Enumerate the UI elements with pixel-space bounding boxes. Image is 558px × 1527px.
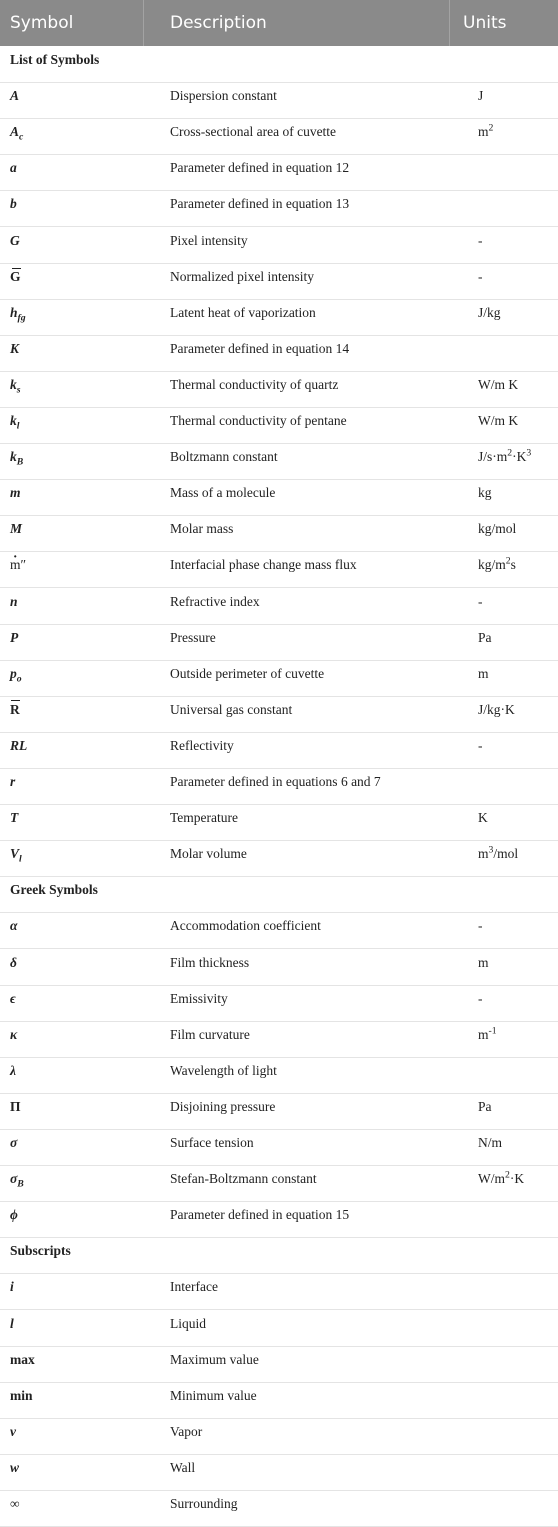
units-tail: s — [510, 557, 516, 573]
symbol-cell — [10, 485, 21, 501]
description-cell: Universal gas constant — [170, 701, 293, 717]
units-text: Pa — [478, 1098, 492, 1114]
symbol-text: m — [10, 485, 21, 501]
symbol-cell — [10, 1099, 21, 1115]
description-cell: Parameter defined in equations 6 and 7 — [170, 774, 381, 789]
units-cell — [478, 702, 515, 718]
table-row — [0, 660, 558, 697]
description-cell: Parameter defined in equation 14 — [170, 340, 350, 356]
symbol-cell — [10, 449, 24, 468]
symbol-subscript: c — [19, 131, 24, 143]
units-cell — [478, 594, 483, 610]
symbol-subscript: B — [16, 456, 24, 468]
table-row — [0, 985, 558, 1022]
symbol-text: M — [10, 521, 23, 537]
symbol-cell — [10, 1352, 35, 1368]
units-text: - — [478, 593, 483, 609]
table-row — [0, 804, 558, 841]
units-text: m — [478, 846, 489, 862]
section-heading-row — [0, 876, 558, 913]
symbol-text: r — [10, 774, 16, 789]
description-cell: Reflectivity — [170, 737, 234, 753]
units-text: m — [478, 665, 489, 681]
units-text: W/m K — [478, 413, 519, 428]
units-text: m — [478, 954, 489, 970]
description-cell: Interface — [170, 1279, 218, 1295]
symbol-text: l — [10, 1315, 14, 1331]
symbol-cell — [10, 702, 20, 718]
description-cell: Surrounding — [170, 1496, 238, 1511]
header-description: Description — [170, 13, 267, 33]
symbol-subscript: l — [19, 853, 22, 865]
description-cell: Accommodation coefficient — [170, 918, 321, 934]
symbol-cell — [10, 1496, 20, 1512]
symbol-text: v — [10, 1423, 16, 1439]
symbol-text: h — [10, 304, 18, 320]
symbol-text: · m″ — [10, 557, 26, 572]
units-cell — [478, 955, 489, 971]
table-row — [0, 1057, 558, 1094]
description-cell: Liquid — [170, 1315, 206, 1331]
symbol-cell — [10, 955, 17, 971]
units-superscript: 2 — [488, 122, 494, 134]
units-text: kg/mol — [478, 521, 517, 537]
symbol-text: σ — [10, 1171, 18, 1187]
symbols-table-body — [0, 46, 558, 1520]
symbol-text: R — [10, 701, 20, 717]
symbol-cell — [10, 1424, 16, 1440]
table-row — [0, 588, 558, 625]
table-row — [0, 1093, 558, 1130]
units-text: J/kg — [478, 304, 501, 320]
symbol-cell — [10, 665, 22, 685]
description-cell: Boltzmann constant — [170, 449, 278, 465]
symbol-cell — [10, 1063, 16, 1079]
description-cell: Molar mass — [170, 521, 234, 537]
units-text: - — [478, 737, 483, 753]
symbol-text: δ — [10, 954, 17, 970]
symbol-text: k — [10, 376, 17, 392]
section-title: List of Symbols — [10, 52, 100, 67]
table-row — [0, 227, 558, 264]
table-row — [0, 1021, 558, 1058]
units-text: W/m — [478, 1171, 505, 1187]
symbol-cell — [10, 160, 17, 176]
symbol-text: a — [10, 160, 17, 176]
description-cell: Latent heat of vaporization — [170, 304, 316, 320]
symbol-text: λ — [10, 1062, 16, 1078]
symbol-text: k — [10, 449, 17, 465]
units-text: - — [478, 232, 483, 248]
section-heading-row — [0, 46, 558, 83]
symbol-cell — [10, 557, 26, 573]
symbol-cell — [10, 594, 18, 610]
symbol-cell — [10, 1460, 19, 1476]
symbol-text: T — [10, 810, 19, 826]
symbol-text: α — [10, 918, 18, 934]
units-text: m — [478, 124, 489, 140]
table-row — [0, 840, 558, 877]
table-row — [0, 1273, 558, 1310]
units-cell — [478, 233, 483, 249]
description-cell: Outside perimeter of cuvette — [170, 665, 325, 681]
description-cell: Wavelength of light — [170, 1062, 277, 1078]
section-title: Greek Symbols — [10, 882, 98, 898]
units-superscript: -1 — [488, 1025, 497, 1037]
symbol-text: ϵ — [10, 990, 16, 1006]
units-tail: ·K — [512, 449, 527, 465]
symbol-subscript: fg — [17, 312, 26, 324]
description-cell: Film thickness — [170, 954, 250, 970]
table-row — [0, 732, 558, 769]
units-cell — [478, 630, 492, 646]
units-cell — [478, 991, 483, 1007]
units-cell — [478, 269, 483, 285]
units-cell — [478, 305, 501, 321]
symbol-cell — [10, 1171, 24, 1190]
description-cell: Temperature — [170, 810, 239, 826]
symbol-cell — [10, 413, 20, 432]
units-cell — [478, 1099, 492, 1115]
header-symbol: Symbol — [10, 13, 74, 33]
symbol-text: K — [10, 340, 20, 356]
header-divider — [449, 0, 450, 46]
symbol-cell — [10, 233, 20, 249]
units-tail: /mol — [493, 846, 519, 862]
description-cell: Film curvature — [170, 1026, 250, 1042]
units-text: m — [478, 1026, 489, 1042]
units-superscript: 2 — [505, 555, 511, 567]
units-text: - — [478, 268, 483, 284]
symbol-text: max — [10, 1351, 35, 1367]
table-row — [0, 551, 558, 588]
description-cell: Parameter defined in equation 12 — [170, 160, 350, 176]
table-row — [0, 443, 558, 480]
units-text: kg — [478, 485, 492, 501]
description-cell: Normalized pixel intensity — [170, 268, 314, 284]
description-cell: Vapor — [170, 1423, 203, 1439]
symbol-text: min — [10, 1387, 33, 1403]
units-superscript: 3 — [526, 447, 532, 459]
symbol-text: w — [10, 1459, 20, 1475]
description-cell: Interfacial phase change mass flux — [170, 557, 357, 573]
table-row — [0, 335, 558, 372]
units-cell — [478, 557, 516, 573]
units-text: - — [478, 918, 483, 934]
description-cell: Cross-sectional area of cuvette — [170, 124, 337, 140]
description-cell: Stefan-Boltzmann constant — [170, 1171, 317, 1187]
units-cell — [478, 918, 483, 934]
header-units: Units — [463, 13, 507, 33]
units-cell — [478, 810, 488, 826]
symbol-cell — [10, 304, 26, 324]
units-cell — [478, 413, 518, 429]
description-cell: Thermal conductivity of quartz — [170, 376, 339, 392]
units-superscript: 2 — [507, 447, 513, 459]
description-cell: Mass of a molecule — [170, 485, 276, 501]
symbol-text: V — [10, 846, 20, 862]
table-row — [0, 1165, 558, 1202]
symbol-text: RL — [10, 737, 28, 753]
table-row — [0, 1418, 558, 1455]
description-cell: Parameter defined in equation 15 — [170, 1207, 350, 1223]
table-row — [0, 371, 558, 408]
description-cell: Maximum value — [170, 1351, 259, 1367]
symbol-cell — [10, 88, 19, 104]
description-cell: Pressure — [170, 629, 216, 645]
symbol-text: σ — [10, 1135, 18, 1150]
units-text: - — [478, 990, 483, 1006]
symbol-cell — [10, 630, 18, 646]
units-cell — [478, 88, 483, 104]
table-row — [0, 299, 558, 336]
table-row — [0, 1454, 558, 1491]
description-cell: Minimum value — [170, 1387, 257, 1403]
description-cell: Disjoining pressure — [170, 1098, 276, 1114]
symbol-cell — [10, 196, 17, 212]
units-text: J/s·m — [478, 449, 508, 465]
table-row — [0, 912, 558, 949]
description-cell: Parameter defined in equation 13 — [170, 196, 350, 212]
description-cell: Thermal conductivity of pentane — [170, 413, 347, 428]
units-text: K — [478, 810, 488, 826]
units-text: J — [478, 88, 484, 104]
table-row — [0, 1490, 558, 1527]
table-row — [0, 1201, 558, 1238]
units-text: kg/m — [478, 557, 506, 573]
symbol-text: k — [10, 413, 17, 428]
table-row — [0, 479, 558, 516]
table-row — [0, 1310, 558, 1347]
units-cell — [478, 485, 492, 501]
description-cell: Emissivity — [170, 990, 228, 1006]
header-divider — [143, 0, 144, 46]
symbol-subscript: s — [16, 384, 21, 396]
table-row — [0, 696, 558, 733]
symbol-text: b — [10, 196, 17, 212]
symbol-cell — [10, 846, 22, 865]
table-row — [0, 118, 558, 155]
symbol-subscript: o — [16, 673, 22, 685]
description-cell: Wall — [170, 1459, 196, 1475]
symbol-cell — [10, 376, 21, 396]
table-row — [0, 1129, 558, 1166]
units-cell — [478, 666, 489, 682]
table-row — [0, 154, 558, 191]
units-superscript: 2 — [505, 1169, 510, 1181]
symbol-cell — [10, 1027, 17, 1043]
description-cell: Dispersion constant — [170, 88, 277, 104]
symbol-text: G — [10, 232, 20, 248]
units-cell — [478, 738, 483, 754]
units-text: J/kg·K — [478, 701, 515, 717]
symbol-subscript: l — [16, 420, 20, 432]
section-title: Subscripts — [10, 1243, 71, 1259]
units-cell — [478, 846, 518, 862]
symbol-cell — [10, 918, 17, 934]
symbol-cell — [10, 124, 24, 143]
symbol-text: ϕ — [10, 1207, 18, 1223]
symbol-text: A — [10, 124, 20, 140]
symbol-cell — [10, 341, 19, 357]
table-row — [0, 515, 558, 552]
symbol-subscript: B — [17, 1178, 24, 1190]
units-cell — [478, 377, 518, 393]
symbol-cell — [10, 1279, 14, 1295]
symbol-cell — [10, 774, 15, 790]
units-text: W/m K — [478, 376, 519, 392]
symbol-text: κ — [10, 1026, 18, 1042]
table-row — [0, 768, 558, 805]
units-text: Pa — [478, 629, 492, 645]
symbol-cell — [10, 1207, 18, 1223]
units-cell — [478, 124, 493, 140]
symbol-cell — [10, 269, 21, 285]
description-cell: Surface tension — [170, 1135, 254, 1150]
description-cell: Pixel intensity — [170, 232, 248, 248]
units-cell — [478, 1171, 524, 1187]
description-cell: Refractive index — [170, 593, 260, 609]
symbol-text: Π — [10, 1098, 21, 1114]
table-row — [0, 1382, 558, 1419]
table-row — [0, 82, 558, 119]
table-row — [0, 407, 558, 444]
symbol-cell — [10, 1316, 14, 1332]
units-superscript: 3 — [488, 844, 494, 856]
table-row — [0, 190, 558, 227]
units-text: N/m — [478, 1135, 503, 1150]
symbol-cell — [10, 810, 18, 826]
symbol-cell — [10, 738, 27, 754]
units-cell — [478, 1135, 502, 1151]
units-cell — [478, 449, 531, 465]
units-cell — [478, 521, 516, 537]
symbol-cell — [10, 521, 22, 537]
symbol-text: i — [10, 1279, 14, 1295]
symbol-cell — [10, 991, 16, 1007]
symbol-text: ∞ — [10, 1496, 20, 1511]
table-row — [0, 624, 558, 661]
units-cell — [478, 1027, 497, 1043]
table-header — [0, 0, 558, 46]
table-row — [0, 1346, 558, 1383]
symbol-text: p — [10, 665, 17, 681]
symbol-text: n — [10, 593, 18, 609]
units-tail: ·K — [509, 1171, 525, 1187]
symbol-text: P — [10, 629, 19, 645]
symbol-cell — [10, 1388, 33, 1404]
symbol-text: A — [10, 88, 20, 104]
symbol-cell — [10, 1135, 17, 1151]
section-heading-row — [0, 1237, 558, 1274]
table-row — [0, 949, 558, 986]
description-cell: Molar volume — [170, 846, 247, 862]
table-row — [0, 263, 558, 300]
symbol-text: G — [10, 268, 21, 284]
